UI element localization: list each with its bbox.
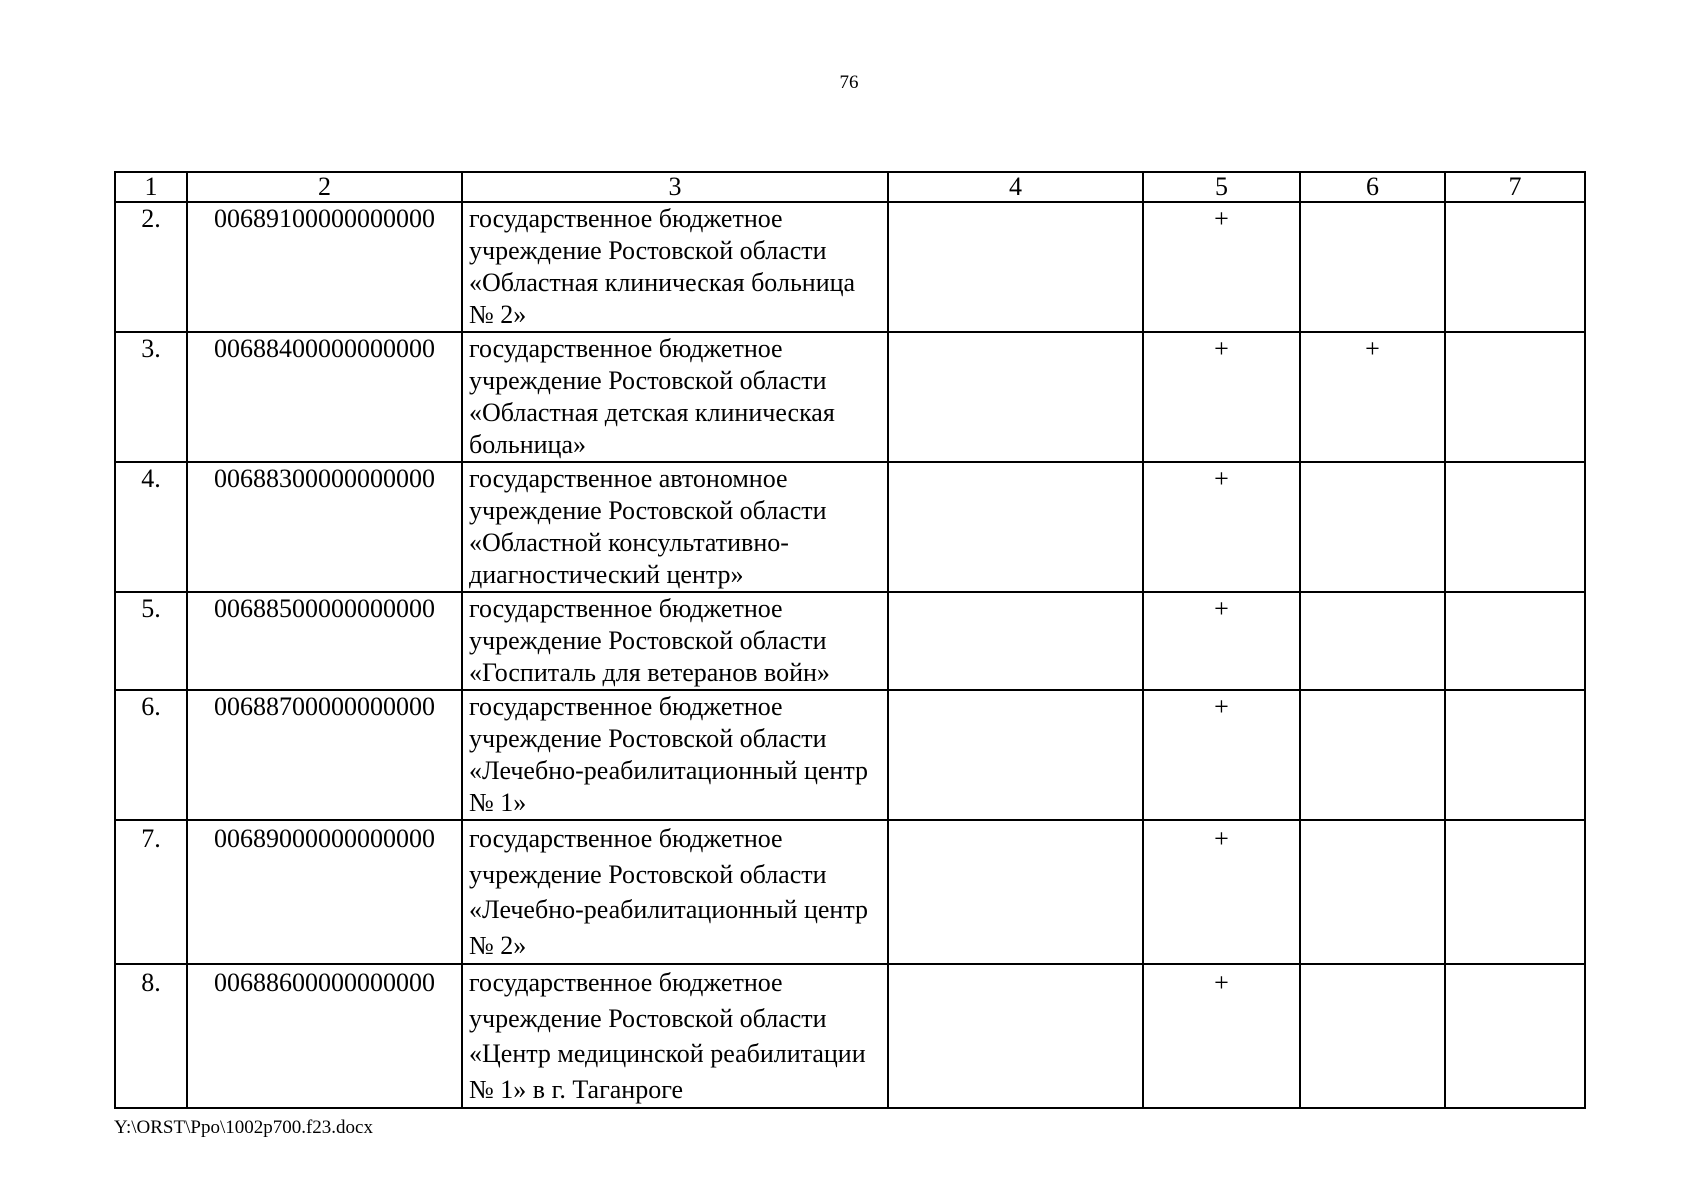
column-header: 4 xyxy=(888,172,1143,202)
cell-col5: + xyxy=(1143,964,1300,1108)
cell-col5: + xyxy=(1143,332,1300,462)
table-row xyxy=(115,592,1585,690)
cell-col7 xyxy=(1445,690,1585,820)
institution-name: государственное бюджетное учреждение Ростовской области «Госпиталь для ветеранов войн» xyxy=(462,592,888,690)
institution-name: государственное автономное учреждение Ростовской области «Областной консультативно-диагностический центр» xyxy=(462,462,888,592)
cell-col6 xyxy=(1300,690,1445,820)
row-code: 00688700000000000 xyxy=(187,690,462,820)
column-header: 1 xyxy=(115,172,187,202)
row-number: 2. xyxy=(115,202,187,332)
cell-col5: + xyxy=(1143,820,1300,964)
institution-name: государственное бюджетное учреждение Ростовской области «Лечебно-реабилитационный центр № 2» xyxy=(462,820,888,964)
row-code: 00688300000000000 xyxy=(187,462,462,592)
cell-col5: + xyxy=(1143,202,1300,332)
cell-col4 xyxy=(888,332,1143,462)
cell-col6 xyxy=(1300,820,1445,964)
row-code: 00688500000000000 xyxy=(187,592,462,690)
cell-col6 xyxy=(1300,202,1445,332)
cell-col4 xyxy=(888,462,1143,592)
table-row xyxy=(115,690,1585,820)
cell-col7 xyxy=(1445,820,1585,964)
column-header: 3 xyxy=(462,172,888,202)
table-row xyxy=(115,820,1585,964)
table-row xyxy=(115,462,1585,592)
column-header: 5 xyxy=(1143,172,1300,202)
cell-col5: + xyxy=(1143,592,1300,690)
table-row xyxy=(115,202,1585,332)
institution-name: государственное бюджетное учреждение Ростовской области «Областная клиническая больница № 2» xyxy=(462,202,888,332)
cell-col6: + xyxy=(1300,332,1445,462)
column-header: 2 xyxy=(187,172,462,202)
cell-col4 xyxy=(888,592,1143,690)
cell-col7 xyxy=(1445,332,1585,462)
institution-name: государственное бюджетное учреждение Ростовской области «Центр медицинской реабилитации № 1» в г. Таганроге xyxy=(462,964,888,1108)
table-header-row xyxy=(115,172,1585,202)
row-code: 00689100000000000 xyxy=(187,202,462,332)
cell-col7 xyxy=(1445,202,1585,332)
cell-col4 xyxy=(888,690,1143,820)
row-code: 00688400000000000 xyxy=(187,332,462,462)
file-path-footer: Y:\ORST\Ppo\1002p700.f23.docx xyxy=(114,1117,373,1138)
cell-col6 xyxy=(1300,592,1445,690)
page-number: 76 xyxy=(839,72,859,93)
institution-name: государственное бюджетное учреждение Ростовской области «Лечебно-реабилитационный центр № 1» xyxy=(462,690,888,820)
cell-col6 xyxy=(1300,964,1445,1108)
row-number: 6. xyxy=(115,690,187,820)
row-number: 4. xyxy=(115,462,187,592)
row-code: 00689000000000000 xyxy=(187,820,462,964)
institution-name: государственное бюджетное учреждение Ростовской области «Областная детская клиническая больница» xyxy=(462,332,888,462)
row-number: 7. xyxy=(115,820,187,964)
row-number: 8. xyxy=(115,964,187,1108)
cell-col4 xyxy=(888,820,1143,964)
row-number: 5. xyxy=(115,592,187,690)
cell-col7 xyxy=(1445,964,1585,1108)
institutions-table xyxy=(114,171,1586,1109)
cell-col6 xyxy=(1300,462,1445,592)
row-code: 00688600000000000 xyxy=(187,964,462,1108)
table-row xyxy=(115,964,1585,1108)
table-row xyxy=(115,332,1585,462)
column-header: 7 xyxy=(1445,172,1585,202)
cell-col4 xyxy=(888,202,1143,332)
row-number: 3. xyxy=(115,332,187,462)
cell-col5: + xyxy=(1143,462,1300,592)
cell-col7 xyxy=(1445,592,1585,690)
cell-col4 xyxy=(888,964,1143,1108)
cell-col5: + xyxy=(1143,690,1300,820)
column-header: 6 xyxy=(1300,172,1445,202)
cell-col7 xyxy=(1445,462,1585,592)
